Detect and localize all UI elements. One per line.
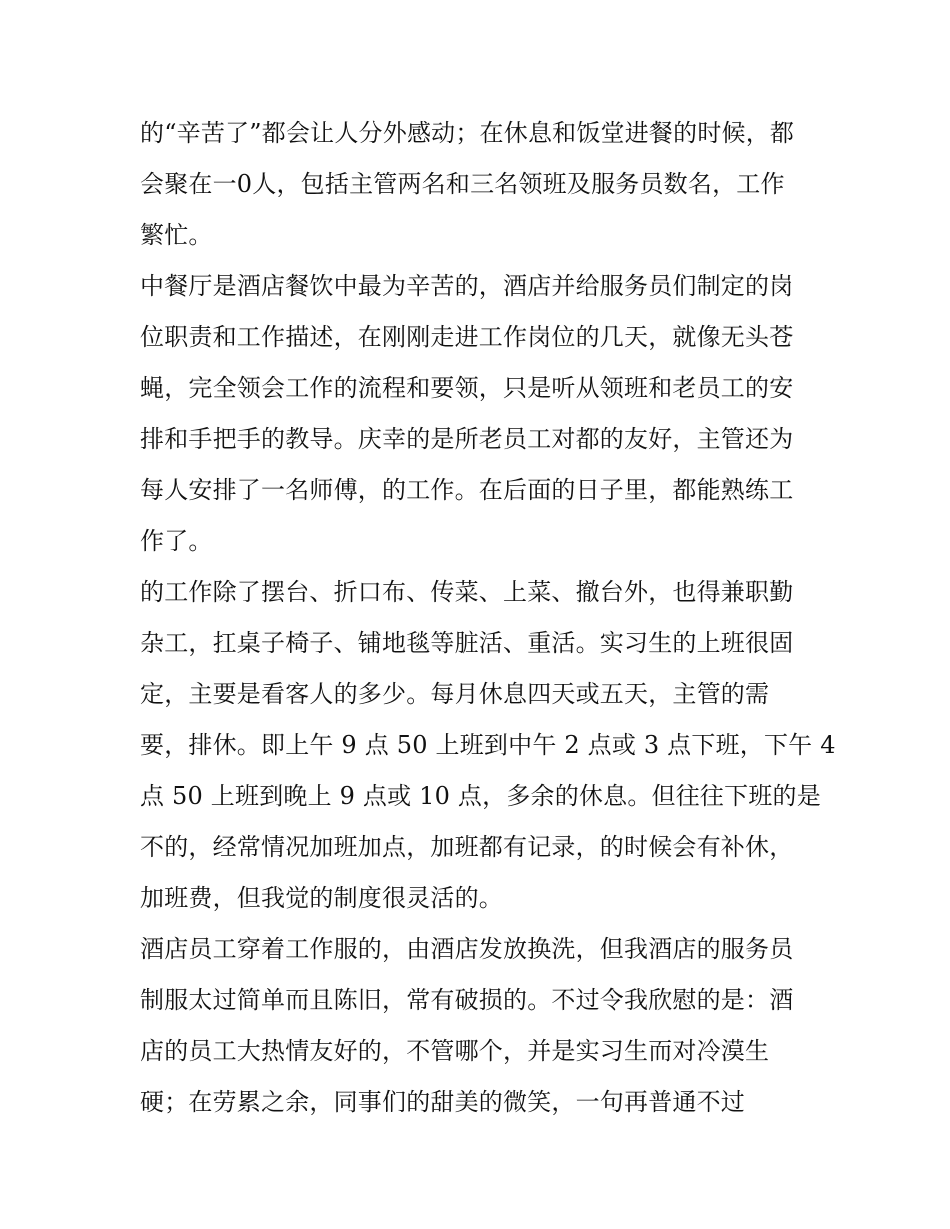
body-text	[140, 108, 836, 1128]
text-line: 中餐厅是酒店餐饮中最为辛苦的，酒店并给服务员们制定的岗	[140, 272, 794, 300]
text-line: 作了。	[140, 527, 213, 555]
paragraph-3	[140, 567, 836, 924]
text-line: 不的，经常情况加班加点，加班都有记录，的时候会有补休，	[140, 833, 794, 861]
text-line: 杂工，扛桌子椅子、铺地毯等脏活、重活。实习生的上班很固	[140, 629, 794, 657]
text-line: 的“辛苦了”都会让人分外感动；在休息和饭堂进餐的时候，都	[140, 119, 795, 147]
text-line: 硬；在劳累之余，同事们的甜美的微笑，一句再普通不过	[140, 1088, 745, 1116]
text-line: 店的员工大热情友好的，不管哪个，并是实习生而对冷漠生	[140, 1037, 770, 1065]
text-line: 排和手把手的教导。庆幸的是所老员工对都的友好，主管还为	[140, 425, 794, 453]
text-line: 点 50 上班到晚上 9 点或 10 点，多余的休息。但往往下班的是	[140, 782, 821, 810]
text-line: 每人安排了一名师傅，的工作。在后面的日子里，都能熟练工	[140, 476, 794, 504]
paragraph-1	[140, 108, 812, 261]
text-line: 要，排休。即上午 9 点 50 上班到中午 2 点或 3 点下班，下午 4	[140, 731, 836, 759]
text-line: 会聚在一0人，包括主管两名和三名领班及服务员数名，工作	[140, 170, 785, 198]
paragraph-4	[140, 924, 812, 1128]
text-line: 蝇，完全领会工作的流程和要领，只是听从领班和老员工的安	[140, 374, 794, 402]
text-line: 制服太过简单而且陈旧，常有破损的。不过令我欣慰的是：酒	[140, 986, 794, 1014]
text-line: 繁忙。	[140, 221, 213, 249]
text-line: 定，主要是看客人的多少。每月休息四天或五天，主管的需	[140, 680, 770, 708]
text-line: 加班费，但我觉的制度很灵活的。	[140, 884, 503, 912]
text-line: 酒店员工穿着工作服的，由酒店发放换洗，但我酒店的服务员	[140, 935, 794, 963]
text-line: 的工作除了摆台、折口布、传菜、上菜、撤台外，也得兼职勤	[140, 578, 794, 606]
text-line: 位职责和工作描述，在刚刚走进工作岗位的几天，就像无头苍	[140, 323, 794, 351]
paragraph-2	[140, 261, 812, 567]
